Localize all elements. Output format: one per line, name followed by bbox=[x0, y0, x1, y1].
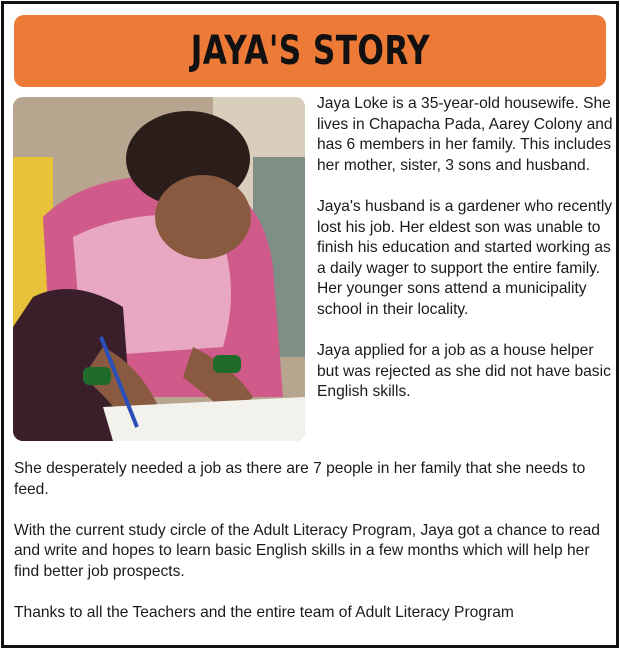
page-title: JAYA'S STORY bbox=[190, 28, 430, 74]
story-bottom-text bbox=[14, 459, 610, 644]
story-paragraph-6: Thanks to all the Teachers and the entire team of Adult Literacy Program bbox=[14, 604, 514, 622]
title-banner bbox=[14, 15, 606, 87]
story-paragraph-2: Jaya's husband is a gardener who recently lost his job. Her eldest son was unable to finish his education and started working as a daily wager to support the entire family. Her younger sons attend a municipality school in their locality. bbox=[317, 197, 613, 318]
story-paragraph-5: With the current study circle of the Adult Literacy Program, Jaya got a chance to read and write and hopes to learn basic English skills in a few months which will help her find better job prospects. bbox=[14, 521, 600, 580]
story-paragraph-3: Jaya applied for a job as a house helper but was rejected as she did not have basic English skills. bbox=[317, 342, 611, 401]
story-paragraph-4: She desperately needed a job as there are 7 people in her family that she needs to feed. bbox=[14, 460, 586, 498]
story-side-text bbox=[317, 94, 613, 424]
photo-illustration bbox=[13, 97, 305, 441]
woman-writing-photo bbox=[13, 97, 305, 441]
story-paragraph-1: Jaya Loke is a 35-year-old housewife. She lives in Chapacha Pada, Aarey Colony and has 6 members in her family. This includes her mother, sister, 3 sons and husband. bbox=[317, 95, 613, 174]
story-card bbox=[1, 1, 619, 648]
